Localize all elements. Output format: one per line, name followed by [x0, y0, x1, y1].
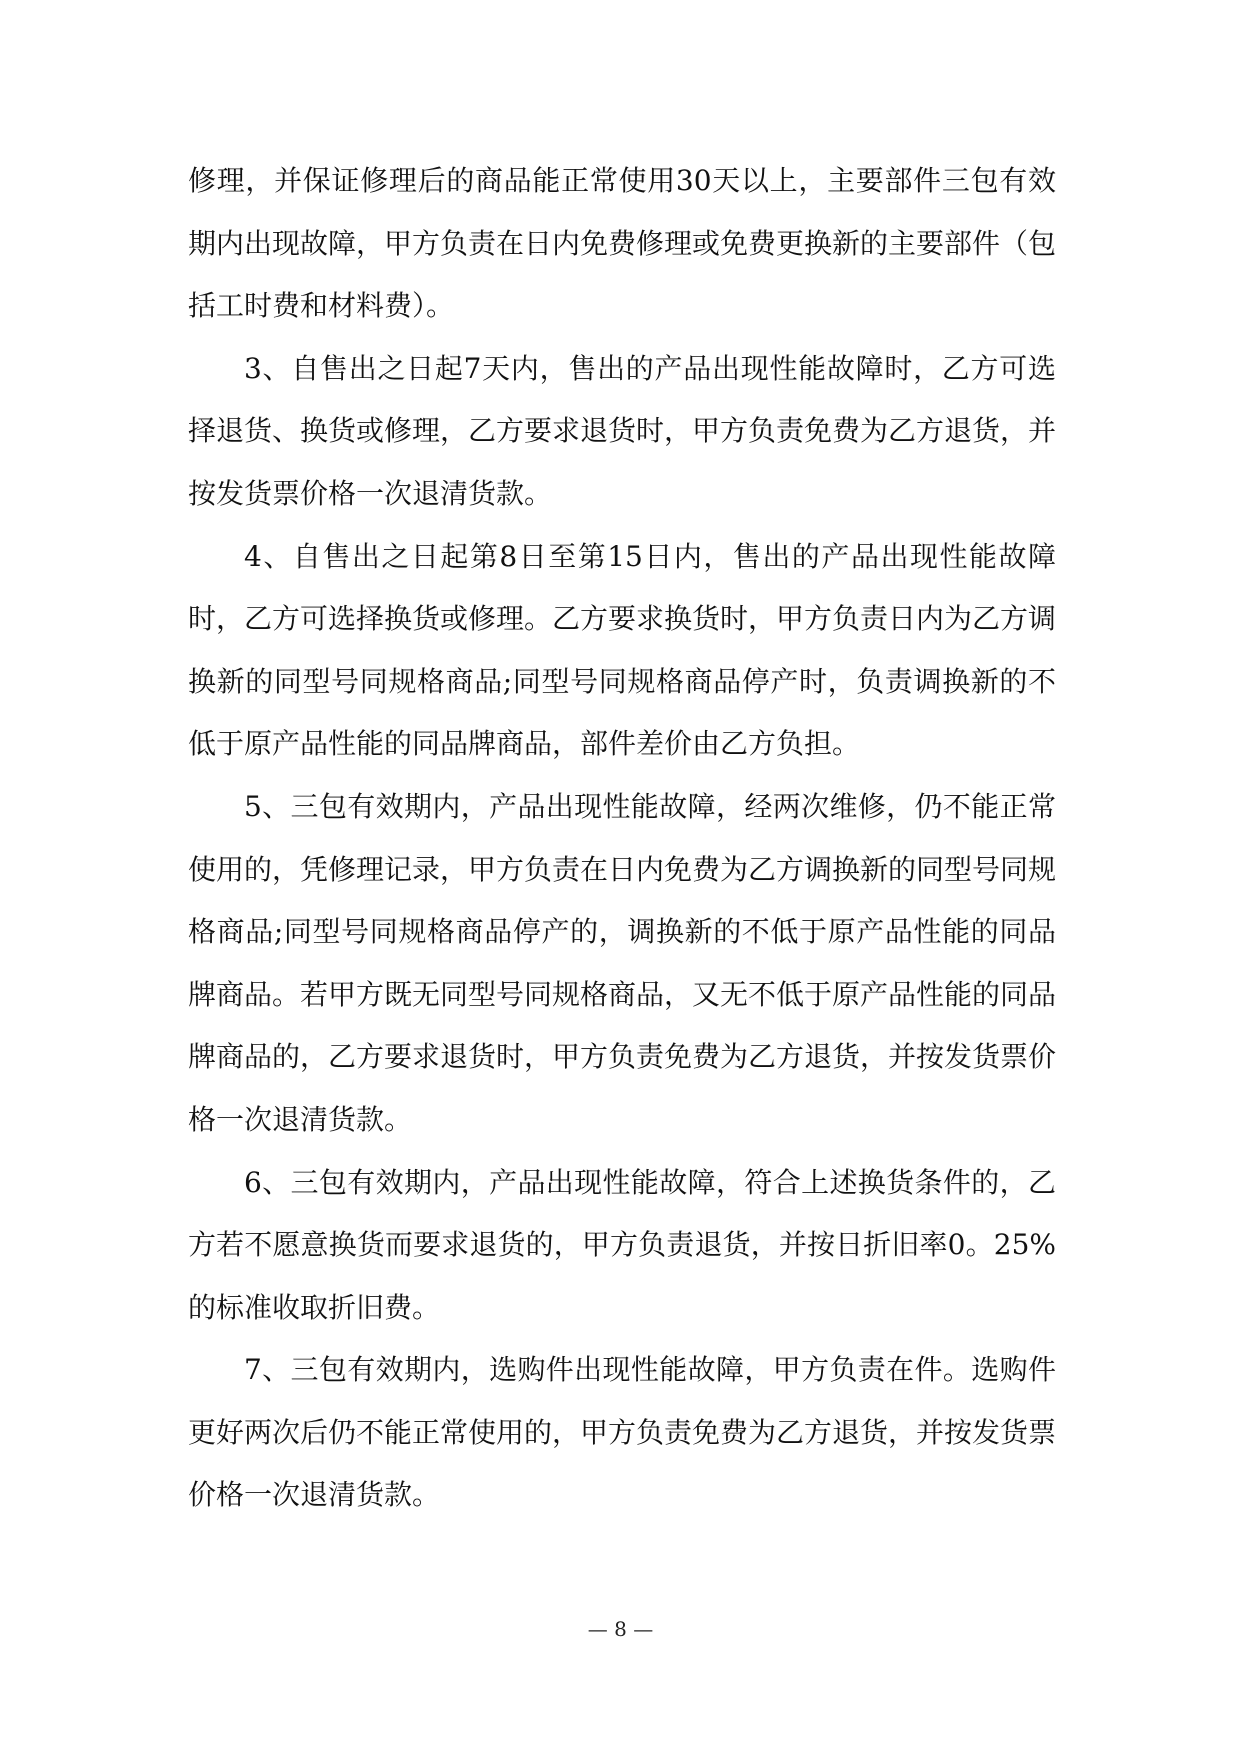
clause-7: 7、三包有效期内，选购件出现性能故障，甲方负责在件。选购件更好两次后仍不能正常使用的，甲方负责免费为乙方退货，并按发货票价格一次退清货款。: [188, 1353, 1057, 1512]
document-body: [188, 150, 1056, 1527]
clause-5: 5、三包有效期内，产品出现性能故障，经两次维修，仍不能正常使用的，凭修理记录，甲方负责在日内免费为乙方调换新的同型号同规格商品;同型号同规格商品停产的，调换新的不低于原产品性能的同品牌商品。若甲方既无同型号同规格商品，又无不低于原产品性能的同品牌商品的，乙方要求退货时，甲方负责免费为乙方退货，并按发货票价格一次退清货款。: [188, 789, 1057, 1136]
clause-3: 3、自售出之日起7天内，售出的产品出现性能故障时，乙方可选择退货、换货或修理，乙方要求退货时，甲方负责免费为乙方退货，并按发货票价格一次退清货款。: [188, 351, 1057, 510]
clause-4: 4、自售出之日起第8日至第15日内，售出的产品出现性能故障时，乙方可选择换货或修理。乙方要求换货时，甲方负责日内为乙方调换新的同型号同规格商品;同型号同规格商品停产时，负责调换新的不低于原产品性能的同品牌商品，部件差价由乙方负担。: [188, 539, 1057, 761]
page-number: — 8 —: [587, 1617, 654, 1641]
clause-6: 6、三包有效期内，产品出现性能故障，符合上述换货条件的，乙方若不愿意换货而要求退货的，甲方负责退货，并按日折旧率0。25%的标准收取折旧费。: [188, 1165, 1056, 1324]
paragraph-continued: 修理，并保证修理后的商品能正常使用30天以上，主要部件三包有效期内出现故障，甲方负责在日内免费修理或免费更换新的主要部件（包括工时费和材料费）。: [188, 164, 1057, 323]
